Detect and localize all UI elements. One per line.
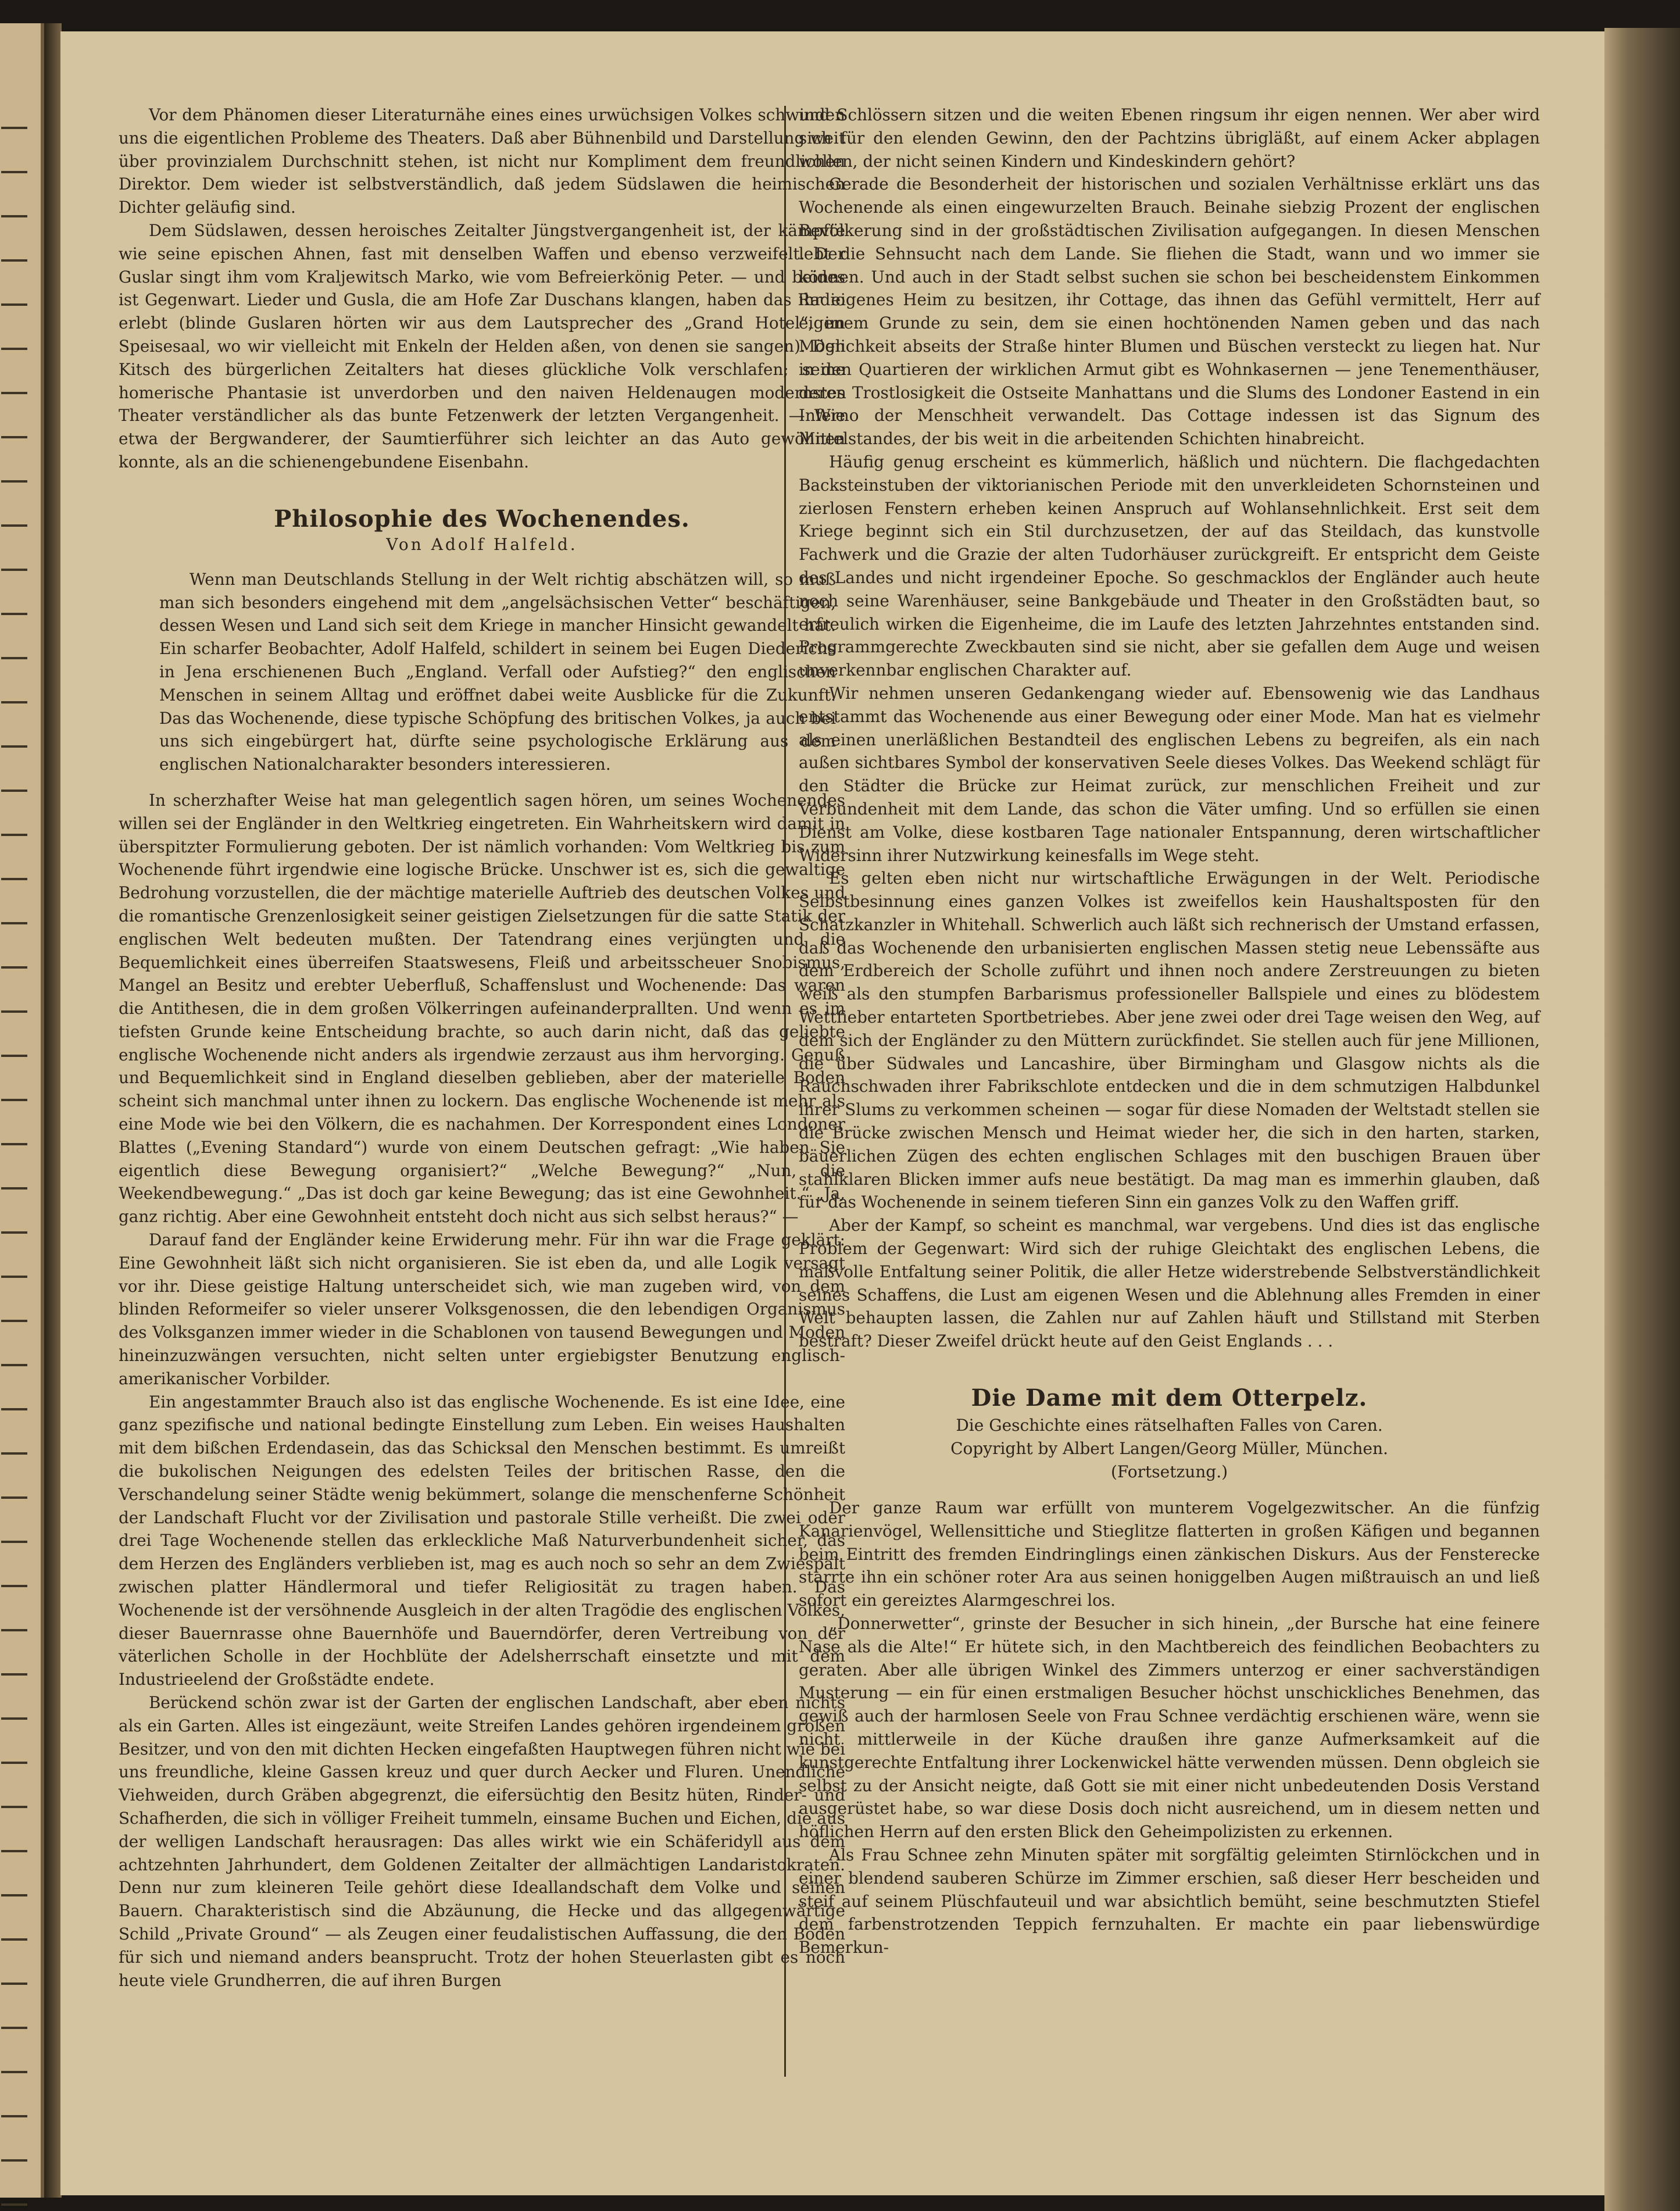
intro-paragraph: Vor dem Phänomen dieser Literaturnähe eines eines urwüchsigen Volkes schwinden uns die eigentlichen Probleme des Theaters. Daß aber Bühnenbild und Darstellung weit über provinzialem Durchschnitt stehen, ist nicht nur Kompliment dem freundlichen Direktor. Dem wieder ist selbstverständlich, daß jedem Südslawen die heimischen Dichter geläufig sind.	[119, 105, 845, 217]
newspaper-page	[60, 31, 1604, 2195]
story-title: Die Dame mit dem Otterpelz.	[971, 1384, 1368, 1412]
story-paragraph: „Donnerwetter“, grinste der Besucher in sich hinein, „der Bursche hat eine feinere Nase als die Alte!“ Er hütete sich, in den Machtbereich des feindlichen Beobachters zu geraten. Aber alle übrigen Winkel des Zimmers unterzog er einer sachverständigen Musterung — ein für einen erstmaligen Besucher höchst unschickliches Benehmen, das gewiß auch der harmlosen Seele von Frau Schnee verdächtig erschienen wäre, wenn sie nicht mittlerweile in der Küche draußen ihre ganze Aufmerksamkeit auf die kunstgerechte Entfaltung ihrer Lockenwickel hätte verwenden müssen. Denn obgleich sie selbst zu der Ansicht neigte, daß Gott sie mit einer nicht unbedeutenden Dosis Verstand ausgerüstet habe, so war diese Dosis doch nicht ausreichend, um in diesem netten und höflichen Herrn auf den ersten Blick den Geheimpolizisten zu erkennen.	[799, 1614, 1540, 1842]
story-copyright: Copyright by Albert Langen/Georg Müller, München.	[950, 1439, 1388, 1459]
right-column	[799, 103, 1540, 1959]
book-gutter	[44, 23, 62, 2198]
article-paragraph: Häufig genug erscheint es kümmerlich, häßlich und nüchtern. Die flachgedachten Backsteinstuben der viktorianischen Periode mit den unverkleideten Schornsteinen und zierlosen Fenstern erheben keinen Anspruch auf Wohlansehnlichkeit. Erst seit dem Kriege beginnt sich ein Stil durchzusetzen, der auf das Steildach, das kunstvolle Fachwerk und die Grazie der alten Tudorhäuser zurückgreift. Er entspricht dem Geiste des Landes und nicht irgendeiner Epoche. So geschmacklos der Engländer auch heute noch seine Warenhäuser, seine Bankgebäude und Theater in den Großstädten baut, so erfreulich wirken die Eigenheime, die im Laufe des letzten Jahrzehntes entstanden sind. Programmgerechte Zweckbauten sind sie nicht, aber sie gefallen dem Auge und weisen unverkennbar englischen Charakter auf.	[799, 452, 1540, 680]
article-paragraph: Wir nehmen unseren Gedankengang wieder auf. Ebensowenig wie das Landhaus entstammt das Wochenende aus einer Bewegung oder einer Mode. Man hat es vielmehr als einen unerläßlichen Bestandteil des englischen Lebens zu begreifen, als ein nach außen sichtbares Symbol der konservativen Seele dieses Volkes. Das Weekend schlägt für den Städter die Brücke zur Heimat zurück, zur menschlichen Freiheit und zur Verbundenheit mit dem Lande, das schon die Väter umfing. Und so erfüllen sie einen Dienst am Volke, diese kostbaren Tage nationaler Entspannung, deren wirtschaftlicher Widersinn ihrer Nutzwirkung keinesfalls im Wege steht.	[799, 683, 1540, 865]
story-subtitle: Die Geschichte eines rätselhaften Falles von Caren.	[956, 1416, 1383, 1435]
article-title: Philosophie des Wochenendes.	[274, 505, 690, 533]
article-paragraph: In scherzhafter Weise hat man gelegentlich sagen hören, um seines Wochenendes willen sei der Engländer in den Weltkrieg eingetreten. Ein Wahrheitskern wird damit in überspitzter Formulierung geboten. Der ist nämlich vorhanden: Vom Weltkrieg bis zum Wochenende führt irgendwie eine logische Brücke. Unschwer ist es, sich die gewaltige Bedrohung vorzustellen, die der mächtige materielle Auftrieb des deutschen Volkes und die romantische Grenzenlosigkeit seiner geistigen Zielsetzungen für die satte Statik der englischen Welt bedeuten mußten. Der Tatendrang eines verjüngten und die Bequemlichkeit eines überreifen Staatswesens, Fleiß und arbeitsscheuer Snobismus, Mangel an Besitz und erebter Ueberfluß, Schaffenslust und Wochenende: Das waren die Antithesen, die in dem großen Völkerringen aufeinanderprallten. Und wenn es im tiefsten Grunde keine Entscheidung brachte, so auch darin nicht, daß das geliebte englische Wochenende nicht anders als irgendwie zerzaust aus ihm hervorging. Genuß und Bequemlichkeit sind in England dieselben geblieben, aber der materielle Boden scheint sich manchmal unter ihnen zu lockern. Das englische Wochenende ist mehr als eine Mode wie bei den Völkern, die es nachahmen. Der Korrespondent eines Londoner Blattes („Evening Standard“) wurde von einem Deutschen gefragt: „Wie haben Sie eigentlich diese Bewegung organisiert?“ „Welche Bewegung?“ „Nun, die Weekendbewegung.“ „Das ist doch gar keine Bewegung; das ist eine Gewohnheit.“ „Ja, ganz richtig. Aber eine Gewohnheit entsteht doch nicht aus sich selbst heraus?“ —	[119, 790, 845, 1227]
article-paragraph: Berückend schön zwar ist der Garten der englischen Landschaft, aber eben nichts als ein Garten. Alles ist eingezäunt, weite Streifen Landes gehören irgendeinem großen Besitzer, und von den mit dichten Hecken eingefaßten Hauptwegen führen nicht wie bei uns freundliche, kleine Gassen kreuz und quer durch Aecker und Fluren. Unendliche Viehweiden, durch Gräben abgegrenzt, die eifersüchtig den Besitz hüten, Rinder- und Schafherden, die sich in völliger Freiheit tummeln, einsame Buchen und Eichen, die aus der welligen Landschaft herausragen: Das alles wirkt wie ein Schäferidyll aus dem achtzehnten Jahrhundert, dem Goldenen Zeitalter der allmächtigen Landaristokraten. Denn nur zum kleineren Teile gehört diese Ideallandschaft dem Volke und seinen Bauern. Charakteristisch sind die Abzäunung, die Hecke und das allgegenwärtige Schild „Private Ground“ — als Zeugen einer feudalistischen Auffassung, die den Boden für sich und niemand anders beansprucht. Trotz der hohen Steuerlasten gibt es noch heute viele Grundherren, die auf ihren Burgen	[119, 1693, 845, 1990]
article-paragraph: Darauf fand der Engländer keine Erwiderung mehr. Für ihn war die Frage geklärt: Eine Gewohnheit läßt sich nicht organisieren. Sie ist eben da, und alle Logik versagt vor ihr. Diese geistige Haltung unterscheidet sich, wie man zugeben wird, von dem blinden Reformeifer so vieler unserer Volksgenossen, die den lebendigen Organismus des Volksganzen immer wieder in die Schablonen von tausend Bewegungen und Moden hineinzuzwängen versuchten, nicht selten unter ergiebigster Benutzung englisch-amerikanischer Vorbilder.	[119, 1230, 845, 1388]
story-paragraph: Der ganze Raum war erfüllt von munterem Vogelgezwitscher. An die fünfzig Kanarienvögel, Wellensittiche und Stieglitze flatterten in großen Käfigen und begannen beim Eintritt des fremden Eindringlings einen zänkischen Diskurs. Aus der Fensterecke starrte ihn ein schöner roter Ara aus seinen honiggelben Augen mißtrauisch an und ließ sofort ein gereiztes Alarmgeschrei los.	[799, 1498, 1540, 1610]
article-paragraph: Ein angestammter Brauch also ist das englische Wochenende. Es ist eine Idee, eine ganz spezifische und national bedingte Einstellung zum Leben. Ein weises Haushalten mit dem bißchen Erdendasein, das das Schicksal den Menschen bestimmt. Es umreißt die bukolischen Neigungen des edelsten Teiles der britischen Rasse, den die Verschandelung seiner Städte wenig bekümmert, solange die menschenferne Schönheit der Landschaft Flucht vor der Zivilisation und pastorale Stille verheißt. Die zwei oder drei Tage Wochenende stellen das erkleckliche Maß Naturverbundenheit sicher, das dem Herzen des Engländers verblieben ist, mag es auch noch so sehr an dem Zwiespalt zwischen platter Händlermoral und tiefer Religiosität zu tragen haben. Das Wochenende ist der versöhnende Ausgleich in der alten Tragödie des englischen Volkes, dieser Bauernrasse ohne Bauernhöfe und Bauerndörfer, deren Vertreibung von der väterlichen Scholle in der Hochblüte der Adelsherrschaft einsetzte und mit dem Industrieelend der Großstädte endete.	[119, 1392, 845, 1689]
article-paragraph: und Schlössern sitzen und die weiten Ebenen ringsum ihr eigen nennen. Wer aber wird sich für den elenden Gewinn, den der Pachtzins übrigläßt, auf einem Acker abplagen wollen, der nicht seinen Kindern und Kindeskindern gehört?	[799, 105, 1540, 171]
article-lead: Wenn man Deutschlands Stellung in der Welt richtig abschätzen will, so muß man sich besonders eingehend mit dem „angelsächsischen Vetter“ beschäftigen, dessen Wesen und Land sich seit dem Kriege in mancher Hinsicht gewandelt hat. Ein scharfer Beobachter, Adolf Halfeld, schildert in seinem bei Eugen Diederichs in Jena erschienenen Buch „England. Verfall oder Aufstieg?“ den englischen Menschen in seinem Alltag und eröffnet dabei weite Ausblicke für die Zukunft. Das das Wochenende, diese typische Schöpfung des britischen Volkes, ja auch bei uns sich eingebürgert hat, dürfte seine psychologische Erklärung aus dem englischen Nationalcharakter besonders interessieren.	[159, 569, 836, 774]
story-continued-note: (Fortsetzung.)	[1110, 1462, 1228, 1482]
article-paragraph: Aber der Kampf, so scheint es manchmal, war vergebens. Und dies ist das englische Problem der Gegenwart: Wird sich der ruhige Gleichtakt des englischen Lebens, die maßvolle Entfaltung seiner Politik, die aller Hetze widerstrebende Selbstverständlichkeit seines Schaffens, die Lust am eigenen Wesen und die Ablehnung alles Fremden in einer Welt behaupten lassen, die Zahlen nur auf Zahlen häuft und Stillstand mit Sterben bestraft? Dieser Zweifel drückt heute auf den Geist Englands . . .	[799, 1216, 1540, 1351]
binding-edge	[1604, 28, 1680, 2211]
adjacent-page-text-fragments	[1, 110, 38, 2211]
left-column	[119, 103, 845, 1992]
article-byline: Von Adolf Halfeld.	[386, 534, 578, 554]
intro-paragraph: Dem Südslawen, dessen heroisches Zeitalter Jüngstvergangenheit ist, der kämpfte wie seine epischen Ahnen, fast mit denselben Waffen und ebenso verzweifelt. Der Guslar singt ihm vom Kraljewitsch Marko, wie vom Befreierkönig Peter. — und beides ist Gegenwart. Lieder und Gusla, die am Hofe Zar Duschans klangen, haben das Radio erlebt (blinde Guslaren hörten wir aus dem Lautsprecher des „Grand Hotel“, im Speisesaal, wo wir vielleicht mit Enkeln der Helden aßen, von denen sie sangen). Den Kitsch des bürgerlichen Zeitalters hat dieses glückliche Volk verschlafen; seine homerische Phantasie ist unverdorben und den naiven Heldenaugen modernstes Theater verständlicher als das bunte Fetzenwerk der letzten Vergangenheit. — Wie etwa der Bergwanderer, der Saumtierführer sich leichter an das Auto gewöhnen konnte, als an die schienengebundene Eisenbahn.	[119, 220, 845, 472]
story-paragraph: Als Frau Schnee zehn Minuten später mit sorgfältig geleimten Stirnlöckchen und in einer blendend sauberen Schürze im Zimmer erschien, saß dieser Herr bescheiden und steif auf seinem Plüschfauteuil und war absichtlich bemüht, seine beschmutzten Stiefel dem farbenstrotzenden Teppich fernzuhalten. Er machte ein paar liebenswürdige Bemerkun-	[799, 1845, 1540, 1958]
article-paragraph: Gerade die Besonderheit der historischen und sozialen Verhältnisse erklärt uns das Wochenende als einen eingewurzelten Brauch. Beinahe siebzig Prozent der englischen Bevölkerung sind in der großstädtischen Zivilisation aufgegangen. In diesen Menschen lebt die Sehnsucht nach dem Lande. Sie fliehen die Stadt, wann und wo immer sie können. Und auch in der Stadt selbst suchen sie schon bei bescheidenstem Einkommen ihr eigenes Heim zu besitzen, ihr Cottage, das ihnen das Gefühl vermittelt, Herr auf eigenem Grunde zu sein, dem sie einen hochtönenden Namen geben und das nach Möglichkeit abseits der Straße hinter Blumen und Büschen versteckt zu liegen hat. Nur in den Quartieren der wirklichen Armut gibt es Wohnkasernen — jene Tenementhäuser, deren Trostlosigkeit die Ostseite Manhattans und die Slums des Londoner Eastend in ein Inferno der Menschheit verwandelt. Das Cottage indessen ist das Signum des Mittelstandes, der bis weit in die arbeitenden Schichten hinabreicht.	[799, 174, 1540, 449]
adjacent-page-edge	[0, 23, 44, 2198]
article-paragraph: Es gelten eben nicht nur wirtschaftliche Erwägungen in der Welt. Periodische Selbstbesinnung eines ganzen Volkes ist zweifellos kein Haushaltsposten für den Schatzkanzler in Whitehall. Schwerlich auch läßt sich rechnerisch der Umstand erfassen, daß das Wochenende den urbanisierten englischen Massen stetig neue Lebenssäfte aus dem Erdbereich der Scholle zuführt und ihnen noch andere Zerstreuungen zu bieten weiß als den stumpfen Barbarismus professioneller Ballspiele und eines zu blödestem Wettfieber entarteten Sportbetriebes. Aber jene zwei oder drei Tage weisen den Weg, auf dem sich der Engländer zu den Müttern zurückfindet. Sie stellen auch für jene Millionen, die über Südwales und Lancashire, über Birmingham und Glasgow nichts als die Rauchschwaden ihrer Fabrikschlote entdecken und die in dem schmutzigen Halbdunkel ihrer Slums zu verkommen scheinen — sogar für diese Nomaden der Weltstadt stellen sie die Brücke zwischen Mensch und Heimat wieder her, die sich in den harten, starken, bäuerlichen Zügen des echten englischen Schlages mit den buschigen Brauen über stahlklaren Blicken immer aufs neue bestätigt. Da mag man es immerhin glauben, daß für das Wochenende in seinem tieferen Sinn ein ganzes Volk zu den Waffen griff.	[799, 869, 1540, 1212]
